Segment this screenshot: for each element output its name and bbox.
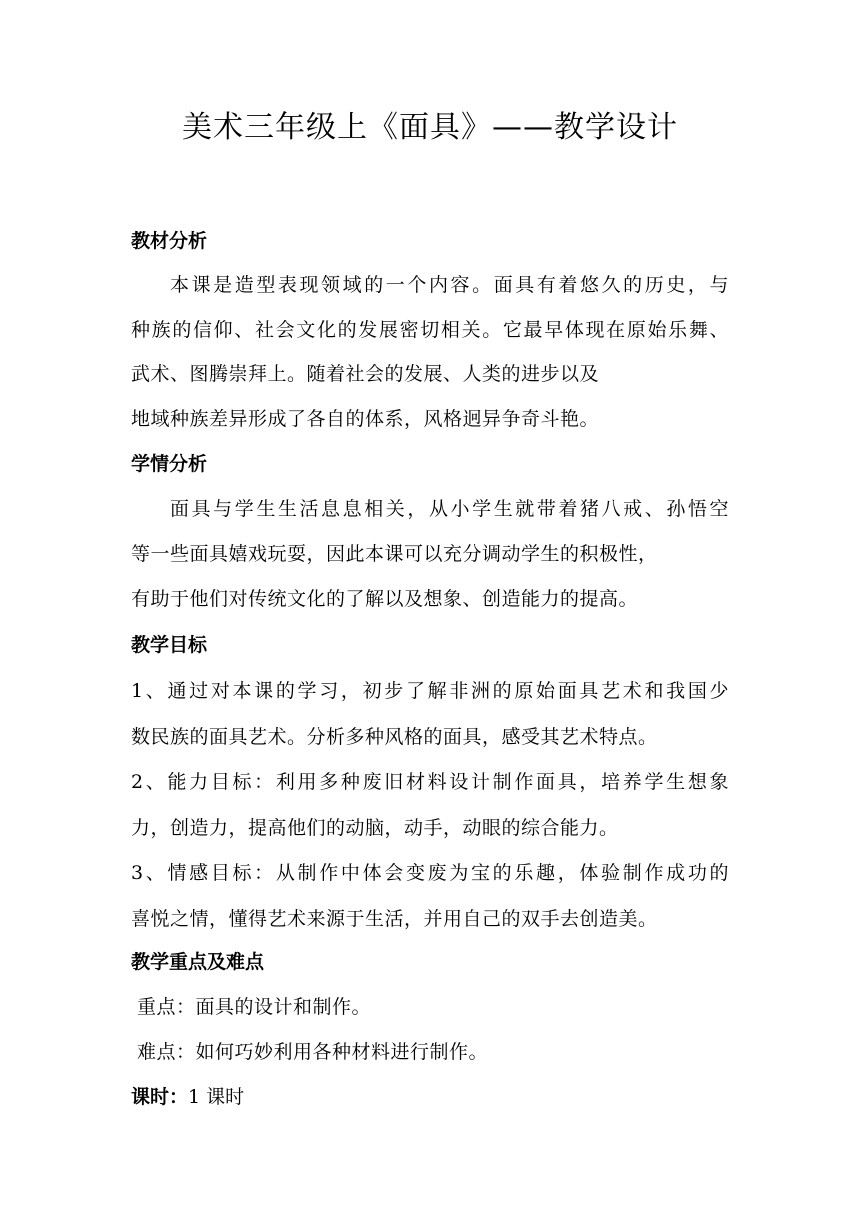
section-heading-students: 学情分析 [131,453,208,475]
students-line-1: 面具与学生生活息息相关，从小学生就带着猪八戒、孙悟空 [170,498,729,520]
goals-line-5: 3、情感目标：从制作中体会变废为宝的乐趣，体验制作成功的 [131,862,729,884]
materials-line-1: 本课是造型表现领域的一个内容。面具有着悠久的历史，与 [170,274,729,296]
materials-line-3: 武术、图腾崇拜上。随着社会的发展、人类的进步以及 [131,363,600,385]
goals-line-3: 2、能力目标：利用多种废旧材料设计制作面具，培养学生想象 [131,771,729,793]
document-title: 美术三年级上《面具》——教学设计 [182,110,678,145]
goals-line-2: 数民族的面具艺术。分析多种风格的面具，感受其艺术特点。 [131,726,658,748]
students-line-2: 等一些面具嬉戏玩耍，因此本课可以充分调动学生的积极性， [131,543,658,565]
students-line-3: 有助于他们对传统文化的了解以及想象、创造能力的提高。 [131,588,639,610]
goals-line-1: 1、通过对本课的学习，初步了解非洲的原始面具艺术和我国少 [131,680,729,702]
goals-line-6: 喜悦之情，懂得艺术来源于生活，并用自己的双手去创造美。 [131,908,658,930]
focus-key-point: 重点：面具的设计和制作。 [137,996,372,1018]
section-heading-goals: 教学目标 [131,634,208,656]
focus-difficulty: 难点：如何巧妙利用各种材料进行制作。 [137,1041,489,1063]
materials-line-2: 种族的信仰、社会文化的发展密切相关。它最早体现在原始乐舞、 [131,319,729,341]
section-heading-focus: 教学重点及难点 [131,951,265,973]
lesson-time-label: 课时： [131,1086,189,1108]
materials-line-4: 地域种族差异形成了各自的体系，风格迥异争奇斗艳。 [131,408,600,430]
lesson-time-value: 1 课时 [188,1086,245,1108]
section-heading-materials: 教材分析 [131,230,208,252]
lesson-time [131,1084,244,1111]
goals-line-4: 力，创造力，提高他们的动脑，动手，动眼的综合能力。 [131,817,619,839]
